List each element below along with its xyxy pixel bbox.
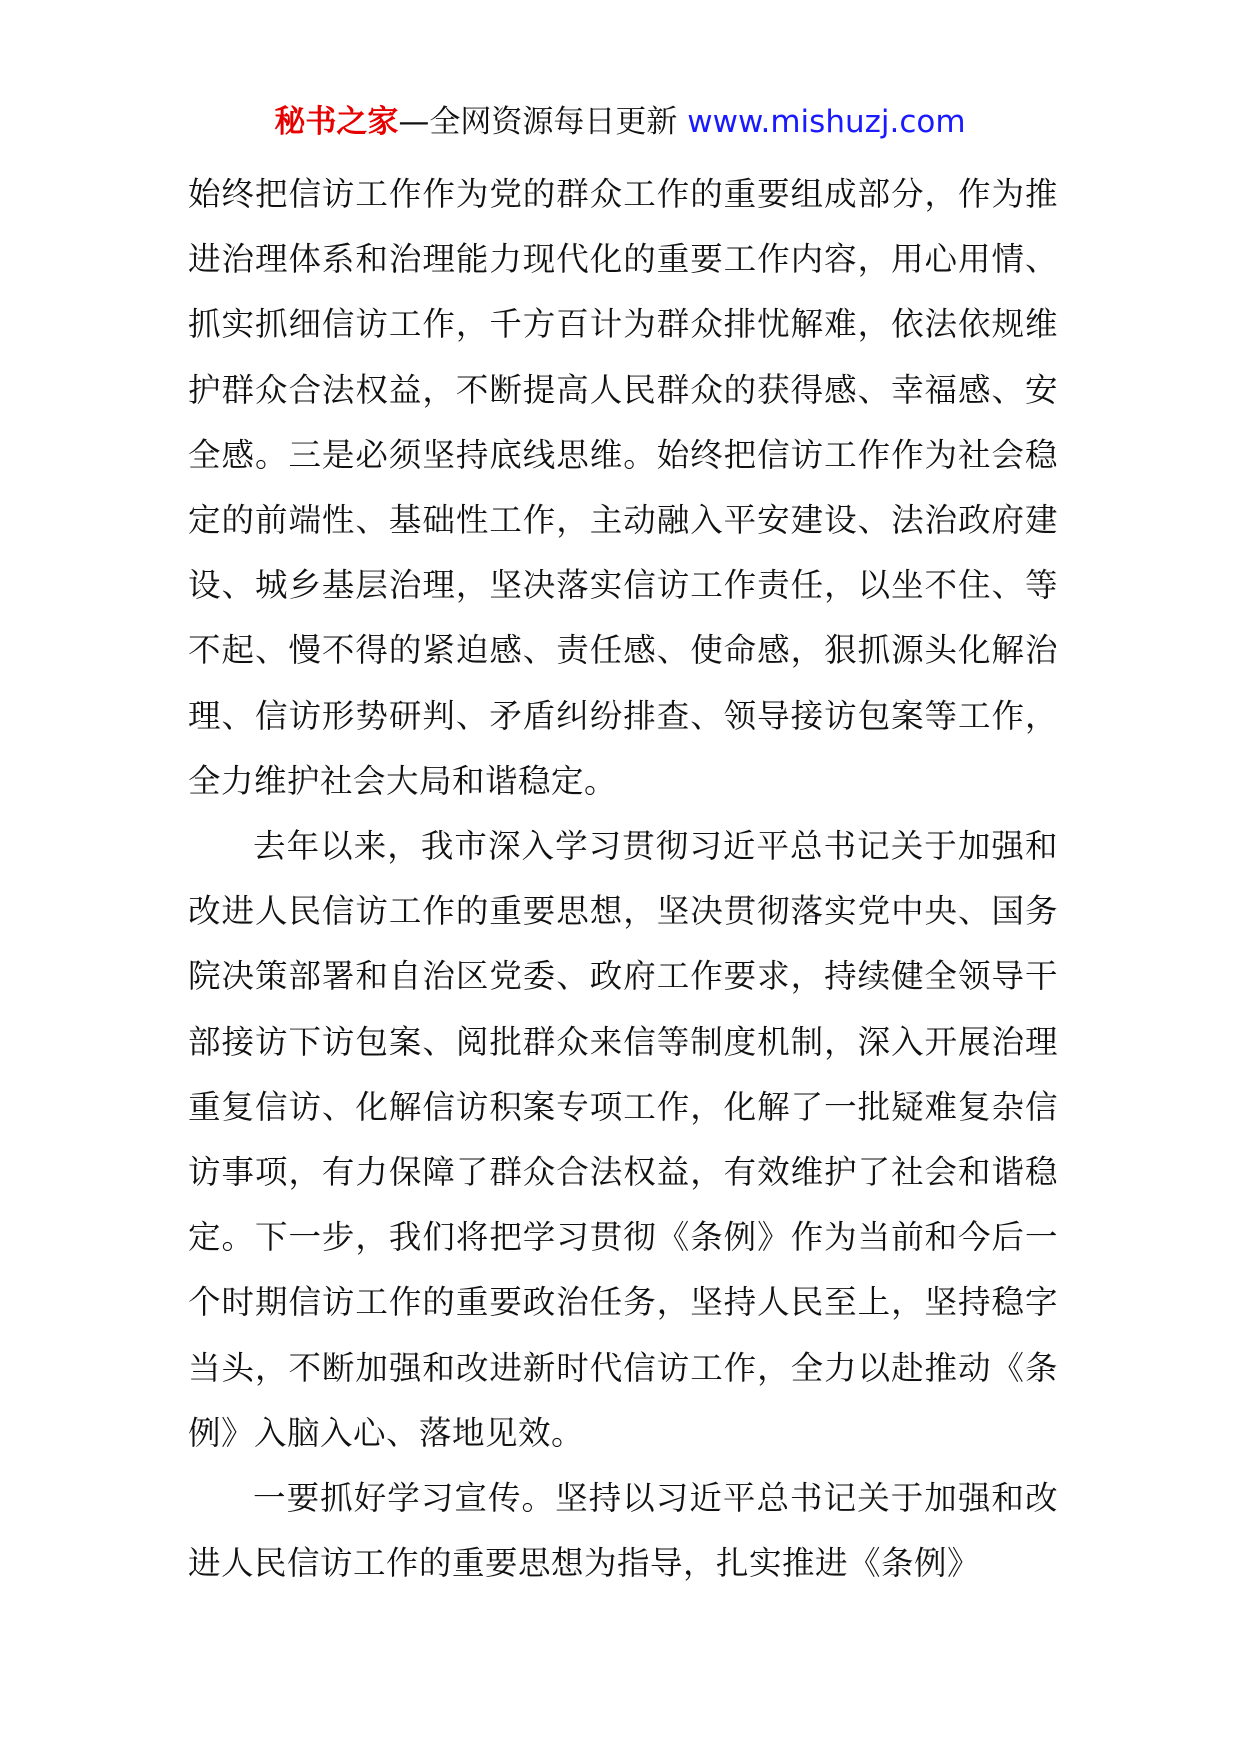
document-body <box>188 162 1058 1596</box>
header-slogan: —全网资源每日更新 <box>398 104 678 140</box>
paragraph-continuation: 始终把信访工作作为党的群众工作的重要组成部分，作为推进治理体系和治理能力现代化的重要工作内容，用心用情、抓实抓细信访工作，千方百计为群众排忧解难，依法依规维护群众合法权益，不断提高人民群众的获得感、幸福感、安全感。三是必须坚持底线思维。始终把信访工作作为社会稳定的前端性、基础性工作，主动融入平安建设、法治政府建设、城乡基层治理，坚决落实信访工作责任，以坐不住、等不起、慢不得的紧迫感、责任感、使命感，狠抓源头化解治理、信访形势研判、矛盾纠纷排查、领导接访包案等工作，全力维护社会大局和谐稳定。 <box>188 175 1058 800</box>
page-header <box>0 100 1240 144</box>
header-url-link[interactable]: www.mishuzj.com <box>687 104 966 140</box>
paragraph: 去年以来，我市深入学习贯彻习近平总书记关于加强和改进人民信访工作的重要思想，坚决贯彻落实党中央、国务院决策部署和自治区党委、政府工作要求，持续健全领导干部接访下访包案、阅批群众来信等制度机制，深入开展治理重复信访、化解信访积案专项工作，化解了一批疑难复杂信访事项，有力保障了群众合法权益，有效维护了社会和谐稳定。下一步，我们将把学习贯彻《条例》作为当前和今后一个时期信访工作的重要政治任务，坚持人民至上，坚持稳字当头，不断加强和改进新时代信访工作，全力以赴推动《条例》入脑入心、落地见效。 <box>188 827 1058 1452</box>
paragraph: 一要抓好学习宣传。坚持以习近平总书记关于加强和改进人民信访工作的重要思想为指导，扎实推进《条例》 <box>188 1479 1058 1583</box>
header-brand: 秘书之家 <box>274 104 399 140</box>
